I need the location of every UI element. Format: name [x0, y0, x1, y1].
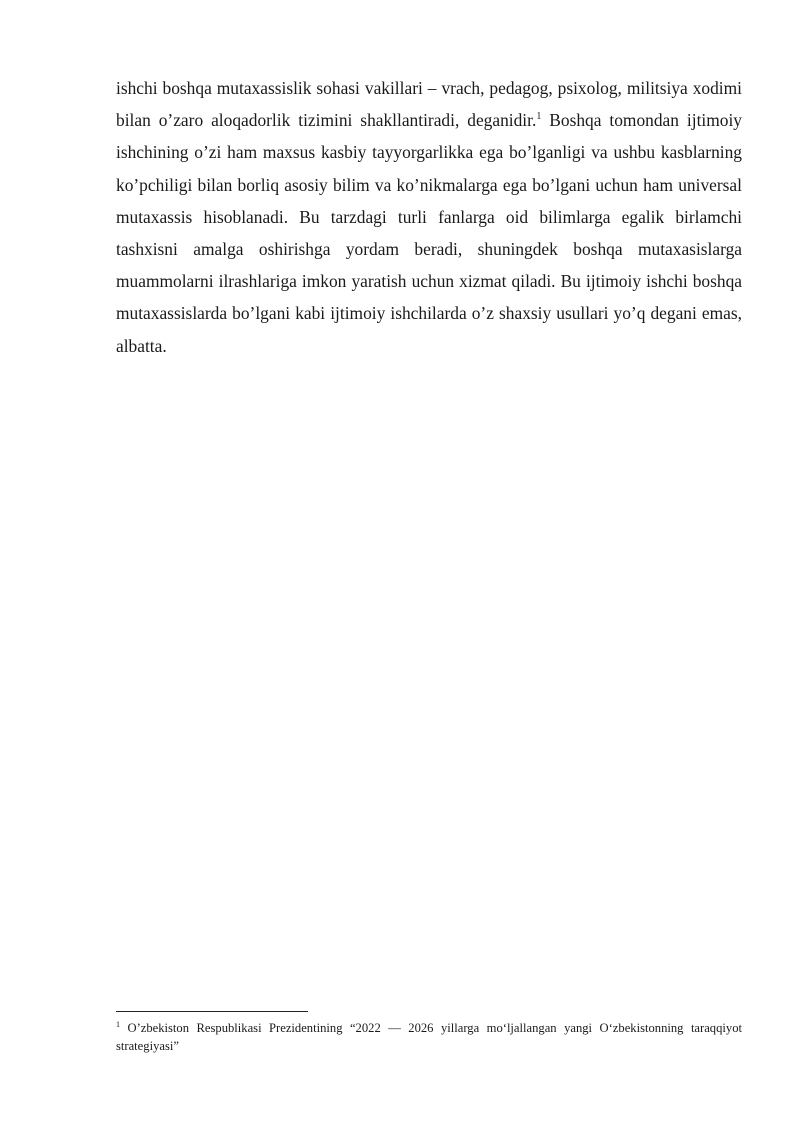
footnote-text: O’zbekiston Respublikasi Prezidentining “2022 — 2026 yillarga mo‘ljallangan yangi O‘zbekistonning taraqqiyot strategiyasi” — [116, 1021, 742, 1053]
paragraph-text-part-1: ishchi boshqa mutaxassislik sohasi vakillari – vrach, pedagog, psixolog, militsiya xodimi bilan o’zaro aloqadorlik tizimini shakllantiradi, deganidir. — [116, 78, 742, 131]
footnote-reference[interactable]: 1 — [536, 111, 542, 123]
footnote-separator — [116, 1011, 308, 1012]
paragraph-text-part-2: Boshqa tomondan ijtimoiy ishchining o’zi ham maxsus kasbiy tayyorgarlikka ega bo’lganligi va ushbu kasblarning ko’pchiligi bilan borliq asosiy bilim va ko’nikmalarga ega bo’lgani uchun ham universal mutaxassis hisoblanadi. Bu tarzdagi turli fanlarga oid bilimlarga egalik birlamchi tashxisni amalga oshirishga yordam beradi, shuningdek boshqa mutaxasislarga muammolarni ilrashlariga imkon yaratish uchun xizmat qiladi. Bu ijtimoiy ishchi boshqa mutaxassislarda bo’lgani kabi ijtimoiy ishchilarda o’z shaxsiy usullari yo’q degani emas, albatta. — [116, 110, 742, 356]
footnote-marker: 1 — [116, 1019, 120, 1029]
footnote — [116, 1019, 742, 1055]
body-paragraph — [116, 72, 742, 362]
